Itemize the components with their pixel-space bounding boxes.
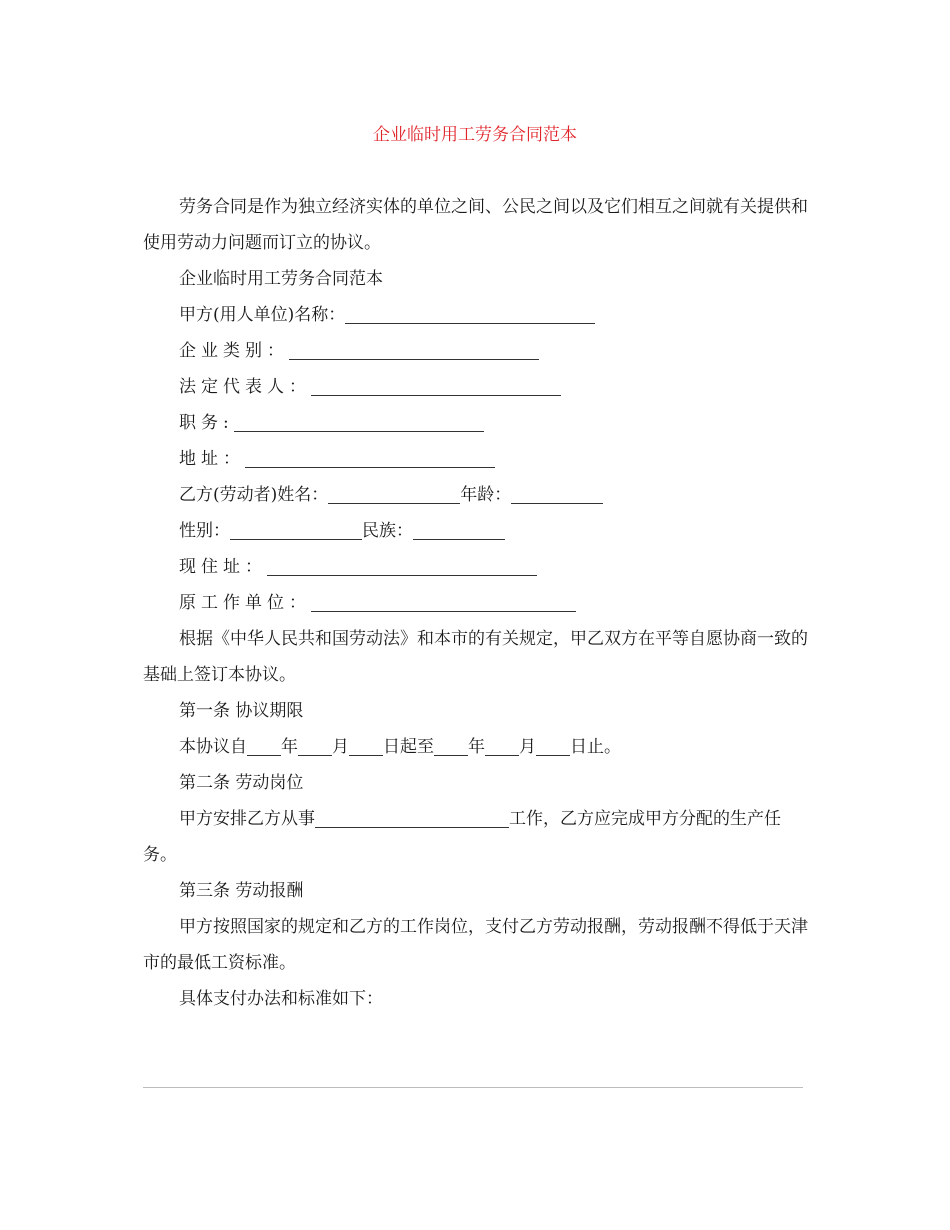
- document-body: [143, 189, 808, 1017]
- end-year-blank: [434, 735, 468, 756]
- field-label: 民族：: [362, 521, 413, 541]
- field-label: 年龄：: [460, 485, 512, 505]
- field-company-type: [143, 333, 808, 369]
- end-month-blank: [485, 735, 519, 756]
- field-position: [143, 405, 808, 441]
- text-segment: 日起至: [383, 737, 434, 757]
- article1-text: [143, 729, 808, 765]
- text-segment: 年: [281, 737, 298, 757]
- age-blank: [511, 483, 603, 504]
- ethnicity-blank: [413, 519, 505, 540]
- job-blank: [315, 807, 509, 828]
- start-year-blank: [247, 735, 281, 756]
- field-label: 性别：: [179, 521, 230, 541]
- start-day-blank: [349, 735, 383, 756]
- text-segment: 月: [519, 737, 536, 757]
- article3-text: 甲方按照国家的规定和乙方的工作岗位，支付乙方劳动报酬，劳动报酬不得低于天津市的最低工资标准。: [143, 917, 808, 973]
- field-label: 原工作单位：: [179, 593, 311, 613]
- address-blank: [245, 447, 495, 468]
- footer-divider: [143, 1087, 803, 1088]
- end-day-blank: [536, 735, 570, 756]
- intro-paragraph: 劳务合同是作为独立经济实体的单位之间、公民之间以及它们相互之间就有关提供和使用劳动力问题而订立的协议。: [143, 197, 808, 253]
- field-label: 乙方(劳动者)姓名：: [179, 485, 329, 505]
- field-label: 法定代表人：: [179, 377, 311, 397]
- text-segment: 甲方安排乙方从事: [179, 809, 315, 829]
- position-blank: [234, 411, 484, 432]
- field-gender-ethnicity: [143, 513, 808, 549]
- field-party-a-name: [143, 297, 808, 333]
- start-month-blank: [298, 735, 332, 756]
- text-segment: 月: [332, 737, 349, 757]
- field-former-employer: [143, 585, 808, 621]
- text-segment: 年: [468, 737, 485, 757]
- field-party-b: [143, 477, 808, 513]
- party-a-name-blank: [345, 303, 595, 324]
- article2-heading: 第二条 劳动岗位: [179, 773, 304, 793]
- party-b-name-blank: [328, 483, 460, 504]
- field-legal-rep: [143, 369, 808, 405]
- field-label: 甲方(用人单位)名称：: [179, 305, 346, 325]
- company-type-blank: [289, 339, 539, 360]
- text-segment: 本协议自: [179, 737, 247, 757]
- article1-heading: 第一条 协议期限: [179, 701, 304, 721]
- field-label: 地址：: [179, 449, 245, 469]
- article2-text: [143, 801, 808, 873]
- article3-heading: 第三条 劳动报酬: [179, 881, 304, 901]
- document-title: 企业临时用工劳务合同范本: [373, 125, 577, 145]
- field-address: [143, 441, 808, 477]
- subtitle: 企业临时用工劳务合同范本: [179, 269, 383, 289]
- field-label: 企业类别：: [179, 341, 289, 361]
- legal-rep-blank: [311, 375, 561, 396]
- field-label: 现住址：: [179, 557, 267, 577]
- former-employer-blank: [311, 591, 576, 612]
- text-segment: 日止。: [570, 737, 621, 757]
- current-address-blank: [267, 555, 537, 576]
- article3-payment: 具体支付办法和标准如下：: [179, 989, 383, 1009]
- field-label: 职务:: [179, 413, 234, 433]
- text-segment: 工作，乙方应完成甲方分配的生产任务。: [143, 809, 781, 865]
- field-current-address: [143, 549, 808, 585]
- gender-blank: [230, 519, 362, 540]
- basis-paragraph: 根据《中华人民共和国劳动法》和本市的有关规定，甲乙双方在平等自愿协商一致的基础上签订本协议。: [143, 629, 808, 685]
